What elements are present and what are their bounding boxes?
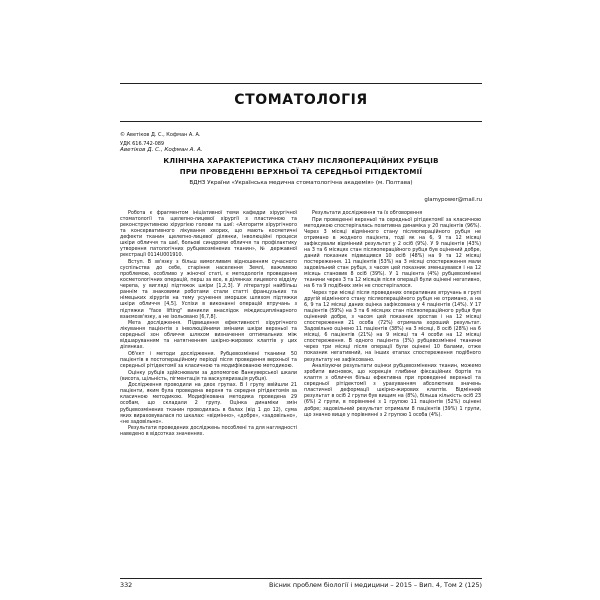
- paragraph-group-1: При проведенні верхньої та середньої рітідектомії за класичною методикою спостерігалась позитивна динаміка у 20 пацієнтів (96%). Через 3 місяці відмінного стану післяопераційного рубця не отримано в жодного пацієнта, тоді як на 6, 9 та 12 місяці зафіксували відмінний результат у 2 осіб (9%). У 9 пацієнтів (43%) на 3 та 6 місяцях стан післяопераційного рубця був оцінений добре, даний показник підвищився 10 осіб (48%) на 9 та 12 місяці постереження. 11 пацієнтів (53%) на 3 місяці спостереження мали задовільний стан рубця, з часом цей показник зменшувався і на 12 місяць становив 8 осіб (39%). У 1 пацієнта (4%) рубцевозмінені тканини через 3 та 12 місяців після операції були оцінені негативно, на 6 та 9 подібних змін не спостерігалося.: [304, 217, 481, 290]
- header-bottom-rule: [120, 121, 482, 122]
- paragraph-introduction: Вступ. В зв'язку з більш вимогливим відношенням сучасного суспільства до себе, старіння населення Землі, важливою проблемою, особливо у жіночої статі, є методологія проведення косметологічних операцій, перш за все, в ділянках лицевого відділу черепа, у вигляді підтяжок шкіри [1,2,3]. У літературі найбільш раннім та знаковими роботами стали статті французьких та німецьких хірургів на тему усунення зморшок шляхом підтяжки шкіри обличчя [4,5]. Успіхи в виконанні операцій втручань з підтяжки "face lifting" виникли внаслідок міждисциплінарного взаємозв'язку, а не ізольовано [6,7,8].: [120, 260, 297, 320]
- article-title-line-2: ПРИ ПРОВЕДЕННІ ВЕРХНЬОЇ ТА СЕРЕДНЬОЇ РІТІДЕКТОМІЇ: [179, 168, 423, 176]
- paragraph-results-intro: Результати проведених досліджень пособлені та для наглядності наведено в відсотках значеннях.: [120, 426, 297, 438]
- paragraph-object-methods: Об'єкт і методи дослідження. Рубцевозмінені тканини 50 пацієнтів в постопераційному періоді після проведення верхньої та середньої рітідектомії за класичною та модифікованою методикою.: [120, 351, 297, 370]
- footer-rule: [120, 578, 482, 579]
- paragraph-scale: Оцінку рубців здійснювали за допомогою Ванкуверської шкали (висота, щільність, пігментація та васкуляризація рубця).: [120, 370, 297, 382]
- paragraph-aim: Мета дослідження. Підвищення ефективності хірургічного лікування пацієнтів з інволюційними змінами шкіри верхньої та середньої зон обличчя шляхом визначення оптимальних між відшаруванням та натягненням шкірно-жирових клаптів у цих ділянках.: [120, 321, 297, 351]
- paragraph-group-2: Через три місяці після проведених оперативних втручань в групі другій відмінного стану післяопераційного рубця не отримано, а на 6, 9 та 12 місяці даних оцінка зафіксована у 4 пацієнтів (14%). У 17 пацієнтів (59%) на 3 та 6 місяцях стан післяопераційного рубця був оцінений добре, з часом цей показник зростав і на 12 місяці спостереження 21 особа (72%) отримала хороший результат. Задовільно оцінено 11 пацієнтів (38%) на 3 місяці, 8 осіб (28%) на 6 місяці, 6 пацієнтів (21%) на 9 місяці та 4 особи на 12 місяці спостереження. В одного пацієнта (3%) рубцевозмінені тканини через три місяці після операції були оцінені 10 балами, отже показник негативний, на інших етапах спостереження подібного результату не зафіксовано.: [304, 290, 481, 363]
- page-number: 332: [120, 581, 133, 589]
- journal-reference: Вісник проблем біології і медицини – 2015 – Вип. 4, Том 2 (125): [268, 581, 482, 589]
- copyright-line: © Аветіков Д. С., Кофман А. А.: [120, 132, 201, 138]
- left-column: [120, 211, 297, 438]
- header-top-rule: [120, 83, 482, 84]
- paragraph-funding: Робота є фрагментом ініціативної теми кафедри хірургічної стоматології та щелепно-лицевої хірургії з пластичною та реконструктивною хірургією голови та шиї: «Алгоритм хірургічного та консервативного лікування хворих, що мають косметичні дефекти тканин щелепно-лицевої ділянки, інволюційні процеси шкіри обличчя та шиї, больові синдроми обличчя та профілактику утворення патологічних рубцевозмінених тканин», № державної реєстрації 0114U001910.: [120, 211, 297, 259]
- results-heading: Результати дослідження та їх обговорення: [312, 211, 423, 216]
- article-title-line-1: КЛІНІЧНА ХАРАКТЕРИСТИКА СТАНУ ПІСЛЯОПЕРАЦІЙНИХ РУБЦІВ: [163, 157, 439, 165]
- udc-code: УДК 616.742-089: [120, 141, 165, 147]
- section-title: СТОМАТОЛОГІЯ: [234, 92, 368, 108]
- paragraph-groups: Дослідження проводили на двох групах. В І групу ввійшли 21 пацієнти, яким була проведена верхня та середня рітідектомія за класичною методикою. Модифікована методика проведена 29 особам, що складали 2 групу. Оцінка динаміки змін рубцевозмінених тканин проводилась в балах (від 1 до 12), сума яких вираховувалася по шкалах: «відмінно», «добре», «задовільно», «не задовільно».: [120, 383, 297, 425]
- right-column: [304, 211, 481, 419]
- affiliation: ВДНЗ України «Українська медична стоматологічна академія» (м. Полтава): [189, 180, 413, 186]
- author-email[interactable]: glamypower@mail.ru: [424, 197, 482, 203]
- authors-line: Аветіков Д. С., Кофман А. А.: [120, 147, 203, 153]
- paragraph-analysis: Аналізуючи результати оцінки рубцевозмінених тканин, можемо зробити висновок, що корекція глибини фіксаційних бортів та клаптя з обличчя більш ефективна при проведенні верхньої та середньої рітідектомії з урахуванням абсолютних значень пластичної деформації шкірно-жирових клаптів. Відмінний результат в осіб 2 групи був вищим на (8%), більша кількість осіб 2З (6%) 2 групи, в порівнянні з 1 групою 11 пацієнтів (52%) оцінені добре; задовільний результат отримали 8 пацієнтів (39%) 1 групи, що значно вище у порівнянні з 2 групою 1 особа (4%).: [304, 364, 481, 418]
